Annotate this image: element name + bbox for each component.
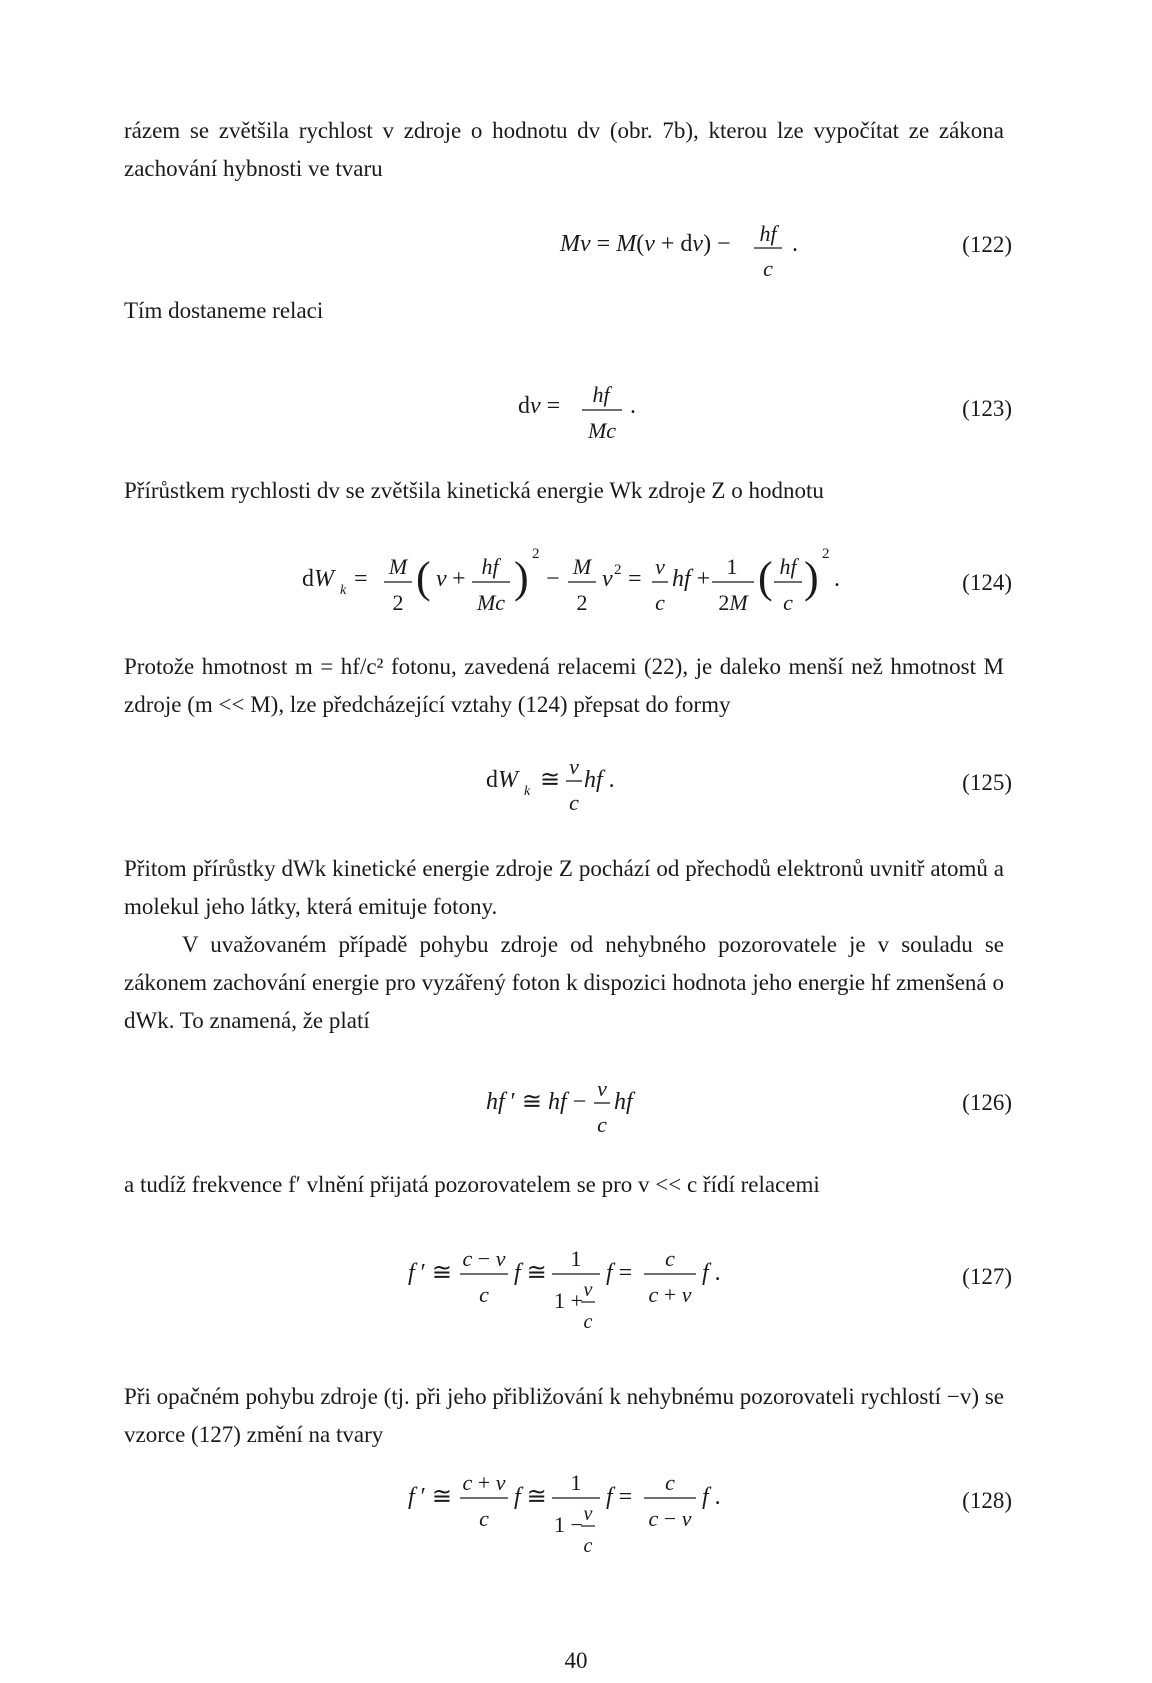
- svg-text:2: 2: [614, 562, 622, 578]
- svg-text:v: v: [436, 566, 447, 592]
- svg-text:v: v: [569, 754, 579, 779]
- svg-text:1: 1: [570, 1470, 582, 1495]
- svg-text:.: .: [792, 231, 798, 257]
- svg-text:M: M: [388, 554, 408, 579]
- svg-text:): ): [804, 553, 819, 602]
- svg-text:1: 1: [570, 1246, 582, 1271]
- equation-124-formula: [302, 538, 862, 628]
- svg-text:hf: hf: [592, 382, 610, 407]
- paragraph-intro: rázem se zvětšila rychlost v zdroje o hodnotu dv (obr. 7b), kterou lze vypočítat ze zákona zachování hybnosti ve tvaru: [124, 118, 1004, 181]
- equation-number: (123): [962, 396, 1012, 421]
- svg-text:(: (: [416, 553, 431, 602]
- svg-text:hf .: hf .: [584, 767, 615, 793]
- svg-text:dv =: dv =: [518, 393, 561, 419]
- svg-text:=: =: [628, 566, 642, 592]
- equation-126-formula: [486, 1066, 646, 1146]
- svg-text:f .: f .: [702, 1484, 721, 1510]
- svg-text:M: M: [572, 554, 592, 579]
- svg-text:c + v: c + v: [648, 1282, 692, 1307]
- paragraph-energy-conservation: V uvažovaném případě pohybu zdroje od nehybného pozorovatele je v souladu se zákonem zachování energie pro vyzářený foton k dispozici hodnota jeho energie hf zmenšená o dWk. To znamená, že platí: [124, 932, 1004, 1033]
- equation-128-formula: [408, 1456, 748, 1566]
- svg-text:c: c: [479, 1506, 489, 1531]
- svg-text:hf: hf: [759, 221, 777, 246]
- equation-125-formula: [486, 744, 646, 824]
- svg-text:2: 2: [576, 590, 588, 615]
- paragraph-mass-approx: Protože hmotnost m = hf/c² fotonu, zavedená relacemi (22), je daleko menší než hmotnost M zdroje (m << M), lze předcházející vztahy (124) přepsat do formy: [124, 654, 1004, 717]
- page-number: 40: [564, 1648, 588, 1673]
- svg-text:hf ′ ≅ hf −: hf ′ ≅ hf −: [486, 1089, 587, 1115]
- svg-text:(: (: [758, 553, 773, 602]
- svg-text:f ≅: f ≅: [514, 1484, 547, 1510]
- svg-text:c − v: c − v: [462, 1246, 506, 1271]
- svg-text:c: c: [763, 256, 773, 281]
- svg-text:f ′ ≅: f ′ ≅: [408, 1484, 453, 1510]
- svg-text:v: v: [583, 1503, 593, 1525]
- svg-text:≅: ≅: [540, 767, 561, 793]
- svg-text:c: c: [569, 790, 579, 815]
- svg-text:c: c: [665, 1246, 675, 1271]
- svg-text:v: v: [602, 566, 613, 592]
- svg-text:c: c: [479, 1282, 489, 1307]
- svg-text:c − v: c − v: [648, 1506, 692, 1531]
- svg-text:1: 1: [726, 554, 738, 579]
- svg-text:Mc: Mc: [476, 590, 506, 615]
- paragraph-frequency: a tudíž frekvence f′ vlnění přijatá pozorovatelem se pro v << c řídí relacemi: [124, 1172, 820, 1197]
- paragraph-increments: Přitom přírůstky dWk kinetické energie zdroje Z pochází od přechodů elektronů uvnitř atomů a molekul jeho látky, která emituje fotony.: [124, 856, 1004, 919]
- svg-text:v: v: [583, 1279, 593, 1301]
- equation-number: (124): [962, 570, 1012, 595]
- svg-text:c: c: [583, 1535, 593, 1557]
- svg-text:2: 2: [392, 590, 404, 615]
- svg-text:k: k: [524, 784, 531, 799]
- svg-text:hf: hf: [481, 554, 499, 579]
- svg-text:hf +: hf +: [672, 566, 711, 592]
- svg-text:hf: hf: [614, 1089, 633, 1115]
- paragraph-kinetic-energy: Přírůstkem rychlosti dv se zvětšila kinetická energie Wk zdroje Z o hodnotu: [124, 478, 824, 503]
- svg-text:=: =: [354, 566, 368, 592]
- equation-number: (122): [962, 232, 1012, 257]
- equation-number: (125): [962, 770, 1012, 795]
- equation-123-formula: [518, 370, 636, 450]
- svg-text:v: v: [597, 1076, 607, 1101]
- svg-text:c: c: [665, 1470, 675, 1495]
- svg-text:f ′ ≅: f ′ ≅: [408, 1260, 453, 1286]
- svg-text:): ): [514, 553, 529, 602]
- svg-text:f =: f =: [606, 1260, 633, 1286]
- svg-text:dW: dW: [486, 767, 518, 793]
- svg-text:c: c: [583, 1311, 593, 1333]
- paragraph-relation: Tím dostaneme relaci: [124, 298, 324, 323]
- svg-text:+: +: [452, 566, 466, 592]
- svg-text:dW: dW: [302, 566, 334, 592]
- svg-text:c: c: [783, 590, 793, 615]
- svg-text:1 +: 1 +: [554, 1288, 583, 1313]
- svg-text:Mc: Mc: [587, 418, 617, 443]
- paragraph-opposite-motion: Při opačném pohybu zdroje (tj. při jeho přibližování k nehybnému pozorovateli rychlostí −v) se vzorce (127) změní na tvary: [124, 1384, 1004, 1447]
- svg-text:k: k: [340, 583, 347, 598]
- svg-text:2: 2: [532, 546, 540, 562]
- svg-text:−: −: [546, 566, 560, 592]
- svg-text:v: v: [655, 554, 665, 579]
- svg-text:2M: 2M: [718, 590, 748, 615]
- equation-number: (126): [962, 1090, 1012, 1115]
- equation-number: (127): [962, 1264, 1012, 1289]
- svg-text:f ≅: f ≅: [514, 1260, 547, 1286]
- svg-text:.: .: [630, 393, 636, 419]
- svg-text:.: .: [834, 566, 840, 592]
- svg-text:f .: f .: [702, 1260, 721, 1286]
- svg-text:c + v: c + v: [462, 1470, 506, 1495]
- svg-text:2: 2: [822, 546, 830, 562]
- svg-text:1 −: 1 −: [554, 1512, 583, 1537]
- svg-text:Mv = M(v + dv) −: Mv = M(v + dv) −: [560, 231, 731, 257]
- svg-text:hf: hf: [779, 554, 797, 579]
- svg-text:c: c: [597, 1112, 607, 1137]
- equation-127-formula: [408, 1232, 748, 1342]
- equation-122-formula: [560, 208, 798, 288]
- svg-text:f =: f =: [606, 1484, 633, 1510]
- equation-number: (128): [962, 1488, 1012, 1513]
- svg-text:c: c: [655, 590, 665, 615]
